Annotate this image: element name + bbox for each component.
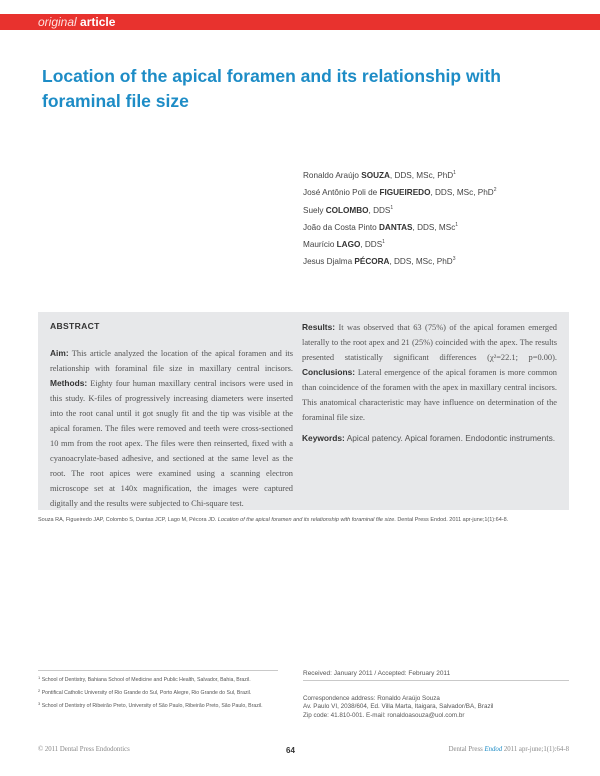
author-line: João da Costa Pinto DANTAS, DDS, MSc$^1$ — [303, 221, 459, 232]
section-banner — [0, 14, 600, 30]
received-divider — [303, 680, 569, 681]
footnote: $^1$ School of Dentistry, Bahiana School of Medicine and Public Health, Salvador, Bahia, Brazil. — [38, 675, 251, 683]
keywords: Keywords: Apical patency. Apical foramen. Endodontic instruments. — [302, 433, 556, 443]
author-list — [303, 166, 583, 270]
journal-reference: Dental Press Endod 2011 apr-june;1(1):64-8 — [448, 746, 569, 753]
copyright: © 2011 Dental Press Endodontics — [38, 746, 130, 753]
abstract-box — [38, 312, 569, 510]
author-line: Ronaldo Araújo SOUZA, DDS, MSc, PhD$^1$ — [303, 170, 456, 180]
affiliation-footnotes — [38, 674, 283, 713]
footnote: $^2$ Pontifical Catholic University of Rio Grande do Sul, Porto Alegre, Rio Grande do Sul, Brazil. — [38, 688, 252, 696]
abstract-heading: ABSTRACT — [50, 321, 100, 331]
correspondence-address: Correspondence address: Ronaldo Araújo Souza Av. Paulo VI, 2038/604, Ed. Villa Marta, Itaigara, Salvador/BA, Brazil Zip code: 41.810-001. E-mail: ronaldoasouza@uol.com.br — [303, 695, 494, 719]
article-title: Location of the apical foramen and its relationship with foraminal file size — [42, 66, 501, 111]
received-dates: Received: January 2011 / Accepted: February 2011 — [303, 670, 451, 677]
section-label: original article — [38, 15, 116, 29]
footnote-divider — [38, 670, 278, 671]
author-line: Jesus Djalma PÉCORA, DDS, MSc, PhD$^3$ — [303, 256, 456, 267]
author-line: Maurício LAGO, DDS$^1$ — [303, 239, 385, 250]
abstract-column-left: Aim: This article analyzed the location of the apical foramen and its relationship with foraminal file size in maxillary central incisors. Methods: Eighty four human maxillary central incisors were used in this study. K-files of progressively increasing diameters were inserted into the root canal until it got snugly fit and the tip was visible at the apical foramen. The files were removed and teeth were cross-sectioned 10 mm from the root apex. The files were then reinserted, fixed with a cyanoacrylate-based adhesive, and sectioned at the same level as the root. The root apices were examined using a scanning electron microscope set at 140x magnification, the images were captured digitally and the results were subjected to Chi-square test. — [50, 348, 293, 508]
author-line: Suely COLOMBO, DDS$^1$ — [303, 204, 394, 215]
footnote: $^3$ School of Dentistry of Ribeirão Preto, University of São Paulo, Ribeirão Preto, São Paulo, Brazil. — [38, 701, 263, 709]
author-line: José Antônio Poli de FIGUEIREDO, DDS, MSc, PhD$^2$ — [303, 187, 497, 198]
page-number: 64 — [286, 746, 295, 755]
abstract-column-right: Results: It was observed that 63 (75%) of the apical foramen emerged laterally to the root apex and 21 (25%) coincided with the apex. The results presented statistically significant differences (χ²=22.1; p=0.00). Conclusions: Lateral emergence of the apical foramen is more common than coincidence of the foramen with the apex in maxillary central incisors. This anatomical characteristic may have influence on determination of the foraminal file size. Keywords: Apical patency. Apical foramen. Endodontic instruments. — [302, 322, 557, 443]
citation: Souza RA, Figueiredo JAP, Colombo S, Dantas JCP, Lago M, Pécora JD. Location of the apical foramen and its relationship with foraminal file size. Dental Press Endod. 2011 apr-june;1(1):64-8. — [38, 517, 509, 523]
page-footer — [38, 746, 569, 758]
